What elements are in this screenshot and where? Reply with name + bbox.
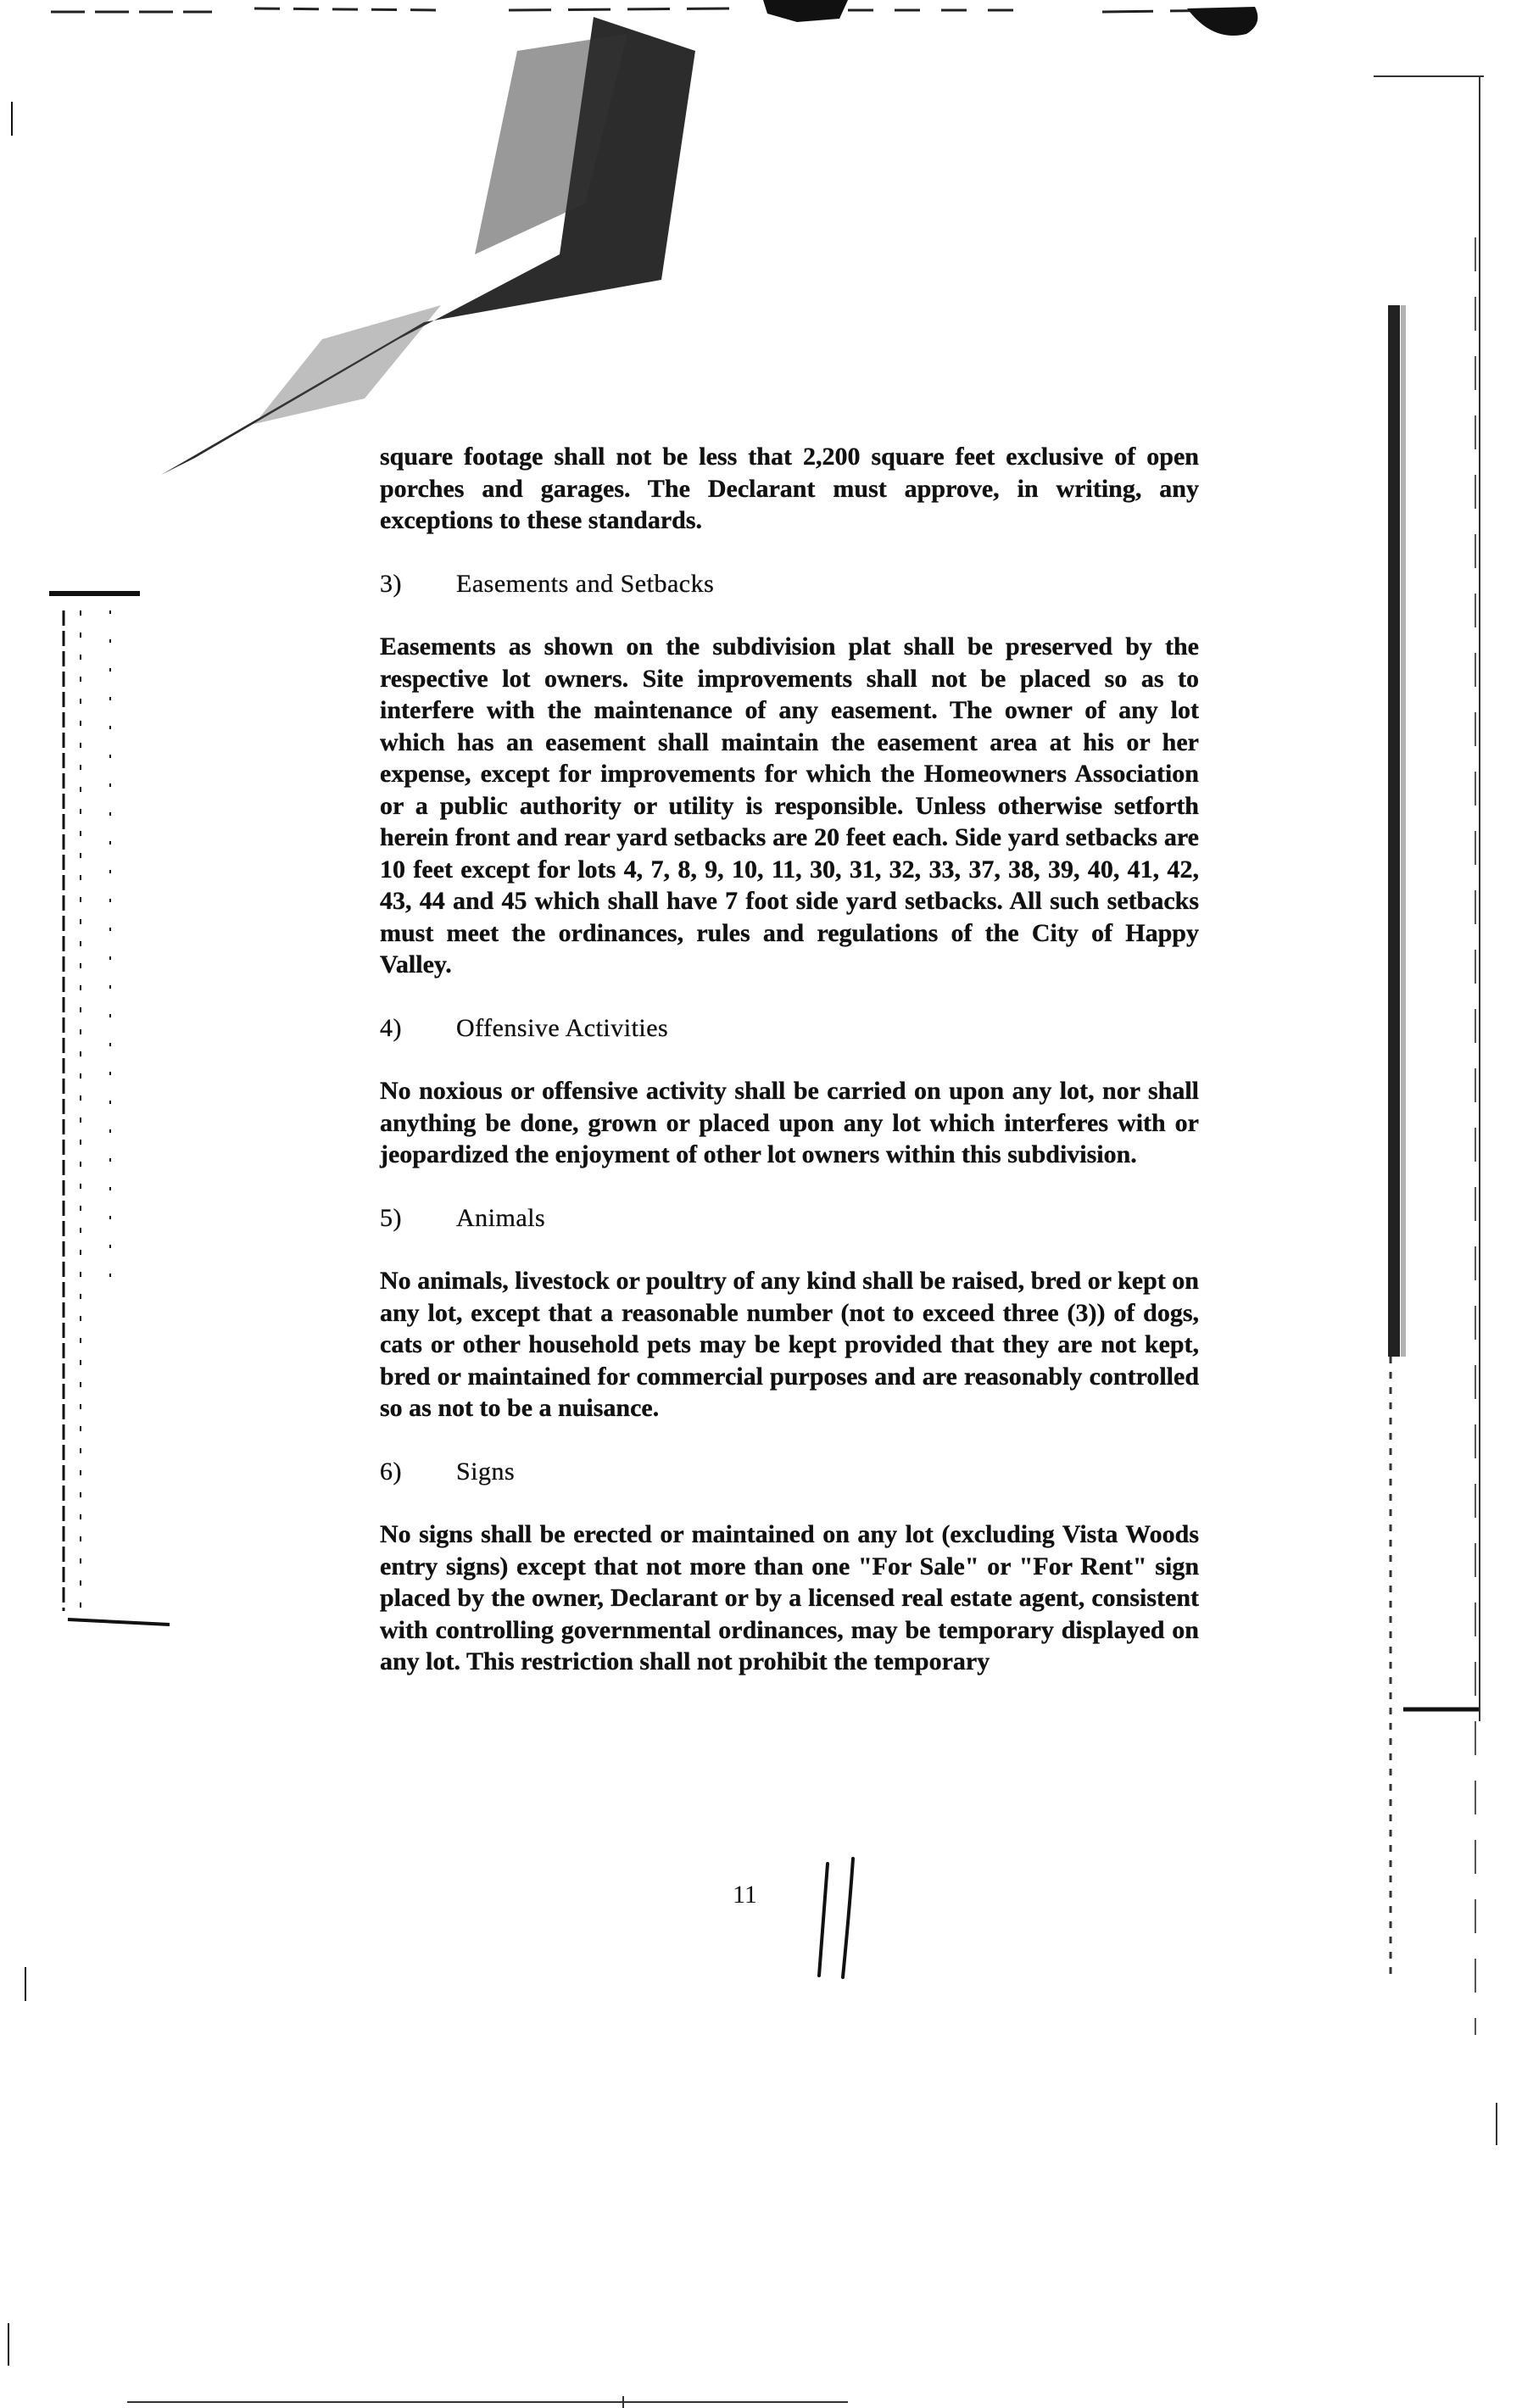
section-heading-offensive-activities bbox=[380, 1012, 1199, 1045]
section-heading-animals bbox=[380, 1202, 1199, 1235]
handwritten-page-number-11 bbox=[812, 1857, 872, 1984]
paragraph-easements: Easements as shown on the subdivision plat shall be preserved by the respective lot owners. Site improvements shall not be placed so as to interfere with the maintenance of any easement. The owner of any lot which has an easement shall maintain the easement area at his or her expense, except for improvements for which the Homeowners Association or a public authority or utility is responsible. Unless otherwise setforth herein front and rear yard setbacks are 20 feet each. Side yard setbacks are 10 feet except for lots 4, 7, 8, 9, 10, 11, 30, 31, 32, 33, 37, 38, 39, 40, 41, 42, 43, 44 and 45 which shall have 7 foot side yard setbacks. All such setbacks must meet the ordinances, rules and regulations of the City of Happy Valley. bbox=[380, 633, 1199, 978]
left-binding-marks bbox=[8, 102, 170, 2366]
paragraph-square-footage: square footage shall not be less that 2,200 square feet exclusive of open porches and garages. The Declarant must approve, in writing, any exceptions to these standards. bbox=[380, 443, 1199, 534]
section-number: 5) bbox=[380, 1203, 402, 1232]
diagonal-streak bbox=[161, 17, 695, 475]
section-number: 6) bbox=[380, 1457, 402, 1485]
section-heading-easements bbox=[380, 568, 1199, 600]
section-number: 4) bbox=[380, 1013, 402, 1042]
paragraph-signs: No signs shall be erected or maintained on any lot (excluding Vista Woods entry signs) except that not more than one "For Sale" or "For Rent" sign placed by the owner, Declarant or by a licensed real estate agent, consistent with controlling governmental ordinances, may be temporary displayed on any lot. This restriction shall not prohibit the temporary bbox=[380, 1520, 1199, 1675]
section-title: Signs bbox=[456, 1457, 516, 1485]
paragraph-offensive-activities: No noxious or offensive activity shall be carried on upon any lot, nor shall anything be done, grown or placed upon any lot which interferes with or jeopardized the enjoyment of other lot owners within this subdivision. bbox=[380, 1077, 1199, 1168]
top-edge-marks bbox=[51, 8, 1229, 12]
section-heading-signs bbox=[380, 1456, 1199, 1488]
section-title: Animals bbox=[456, 1203, 546, 1232]
page-number: 11 bbox=[733, 1881, 757, 1909]
section-number: 3) bbox=[380, 569, 402, 598]
top-right-blob bbox=[1187, 7, 1257, 36]
top-blob bbox=[763, 0, 848, 22]
section-title: Offensive Activities bbox=[456, 1013, 669, 1042]
right-binding-marks bbox=[1374, 76, 1497, 2145]
section-title: Easements and Setbacks bbox=[456, 569, 715, 598]
paragraph-animals: No animals, livestock or poultry of any kind shall be raised, bred or kept on any lot, except that a reasonable number (not to exceed three (3)) of dogs, cats or other household pets may be kept provided that they are not kept, bred or maintained for commercial purposes and are reasonably controlled so as not to be a nuisance. bbox=[380, 1267, 1199, 1422]
document-body bbox=[380, 441, 1199, 1678]
